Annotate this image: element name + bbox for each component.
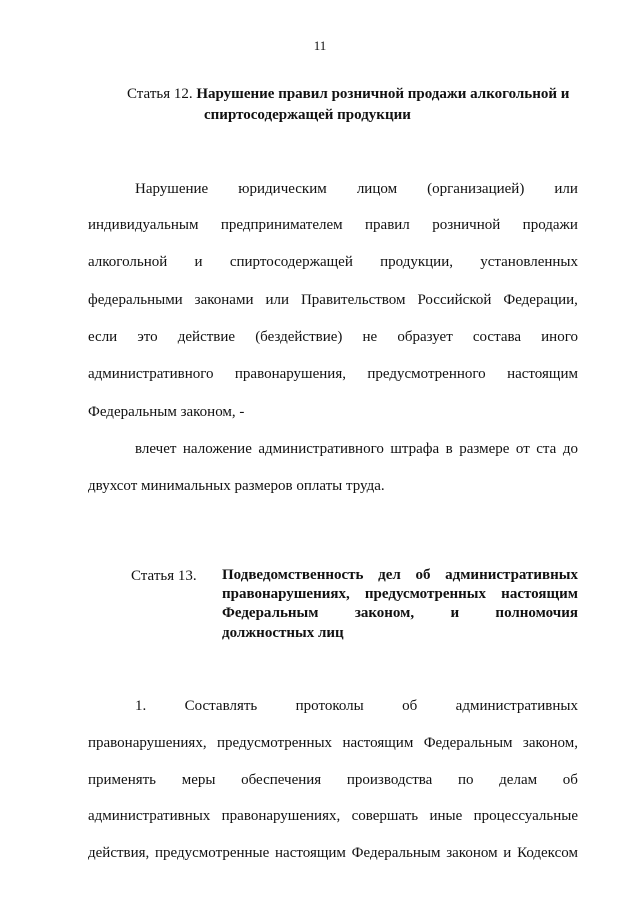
word: алкогольной — [88, 254, 168, 270]
article-13-label: Статья 13. — [131, 568, 197, 584]
text-line — [222, 585, 578, 604]
article-12-paragraph-last-line: Федеральным законом, - — [88, 404, 245, 420]
word: до — [562, 441, 578, 457]
word: законом, — [354, 605, 415, 621]
word: установленных — [480, 254, 578, 270]
word: дел — [378, 567, 401, 583]
word: это — [137, 329, 158, 345]
word: Федеральным — [222, 605, 319, 621]
word: об — [415, 567, 431, 583]
text-line — [88, 806, 578, 826]
word: административных — [445, 567, 578, 583]
word: законом — [446, 845, 498, 861]
word: законом, — [522, 735, 578, 751]
word: если — [88, 329, 118, 345]
word: протоколы — [295, 698, 364, 714]
word: Федеральным — [423, 735, 513, 751]
word: и — [194, 254, 203, 270]
article-12-penalty-last-line: двухсот минимальных размеров оплаты труда. — [88, 478, 385, 494]
article-12-title-line-2: спиртосодержащей продукции — [204, 107, 411, 123]
word: индивидуальным — [88, 217, 199, 233]
word: административных — [88, 808, 211, 824]
text-line — [88, 770, 578, 790]
word: Кодексом — [517, 845, 578, 861]
word: правонарушениях, — [221, 808, 341, 824]
word: Нарушение — [135, 181, 209, 197]
word: об — [402, 698, 418, 714]
article-12-title-line-1: Нарушение правил розничной продажи алкогольной и — [196, 86, 570, 102]
text-line — [88, 327, 578, 347]
text-line — [88, 215, 578, 235]
text-line — [222, 566, 578, 585]
word: Правительством — [300, 292, 406, 308]
word: и — [503, 845, 512, 861]
word: состава — [472, 329, 522, 345]
word: действия, — [88, 845, 150, 861]
word: настоящим — [275, 845, 346, 861]
text-line — [88, 290, 578, 310]
word: предпринимателем — [220, 217, 343, 233]
word: административного — [88, 366, 214, 382]
word: правил — [365, 217, 410, 233]
word: федеральными — [88, 292, 183, 308]
page-number: 11 — [313, 38, 327, 53]
word: административного — [258, 441, 384, 457]
word: или — [265, 292, 289, 308]
word: предусмотренных — [216, 735, 333, 751]
word: продукции, — [380, 254, 453, 270]
word: иные — [429, 808, 463, 824]
word: правонарушения, — [234, 366, 346, 382]
text-line — [88, 364, 578, 384]
word: ста — [536, 441, 557, 457]
word: спиртосодержащей — [229, 254, 353, 270]
word: (организацией) — [427, 181, 525, 197]
word: от — [515, 441, 530, 457]
word: совершать — [351, 808, 419, 824]
text-line — [135, 439, 578, 459]
text-line — [222, 604, 578, 623]
word: иного — [541, 329, 578, 345]
word: не — [362, 329, 378, 345]
word: штрафа — [390, 441, 440, 457]
word: производства — [346, 772, 433, 788]
word: административных — [455, 698, 578, 714]
word: продажи — [522, 217, 578, 233]
text-line — [88, 252, 578, 272]
word: настоящим — [342, 735, 414, 751]
word: юридическим — [238, 181, 327, 197]
word: об — [562, 772, 578, 788]
word: Федерации, — [503, 292, 578, 308]
word: предусмотренного — [367, 366, 486, 382]
word: по — [457, 772, 474, 788]
text-line — [135, 179, 578, 199]
word: настоящим — [501, 586, 578, 602]
word: размере — [459, 441, 510, 457]
text-line — [135, 696, 578, 716]
word: делам — [499, 772, 538, 788]
word: 1. — [135, 698, 147, 714]
word: в — [445, 441, 453, 457]
word: обеспечения — [241, 772, 322, 788]
word: и — [450, 605, 460, 621]
word: (бездействие) — [255, 329, 343, 345]
word: или — [554, 181, 578, 197]
word: Федеральным — [351, 845, 441, 861]
article-12-label: Статья 12. — [127, 86, 193, 102]
word: лицом — [356, 181, 398, 197]
word: розничной — [432, 217, 501, 233]
word: предусмотренные — [155, 845, 270, 861]
word: должностных лиц — [222, 625, 344, 641]
word: Российской — [417, 292, 492, 308]
word: правонарушениях, — [222, 586, 350, 602]
text-line — [222, 624, 578, 643]
word: предусмотренных — [364, 586, 487, 602]
word: полномочия — [495, 605, 578, 621]
word: правонарушениях, — [88, 735, 207, 751]
word: Составлять — [184, 698, 258, 714]
word: законами — [194, 292, 254, 308]
word: меры — [181, 772, 216, 788]
word: Подведомственность — [222, 567, 364, 583]
text-line — [88, 733, 578, 753]
word: настоящим — [507, 366, 578, 382]
word: процессуальные — [473, 808, 578, 824]
word: наложение — [182, 441, 252, 457]
word: применять — [88, 772, 157, 788]
text-line — [88, 843, 578, 863]
article-12-heading — [127, 84, 587, 126]
word: образует — [397, 329, 453, 345]
word: действие — [177, 329, 236, 345]
word: влечет — [135, 441, 177, 457]
